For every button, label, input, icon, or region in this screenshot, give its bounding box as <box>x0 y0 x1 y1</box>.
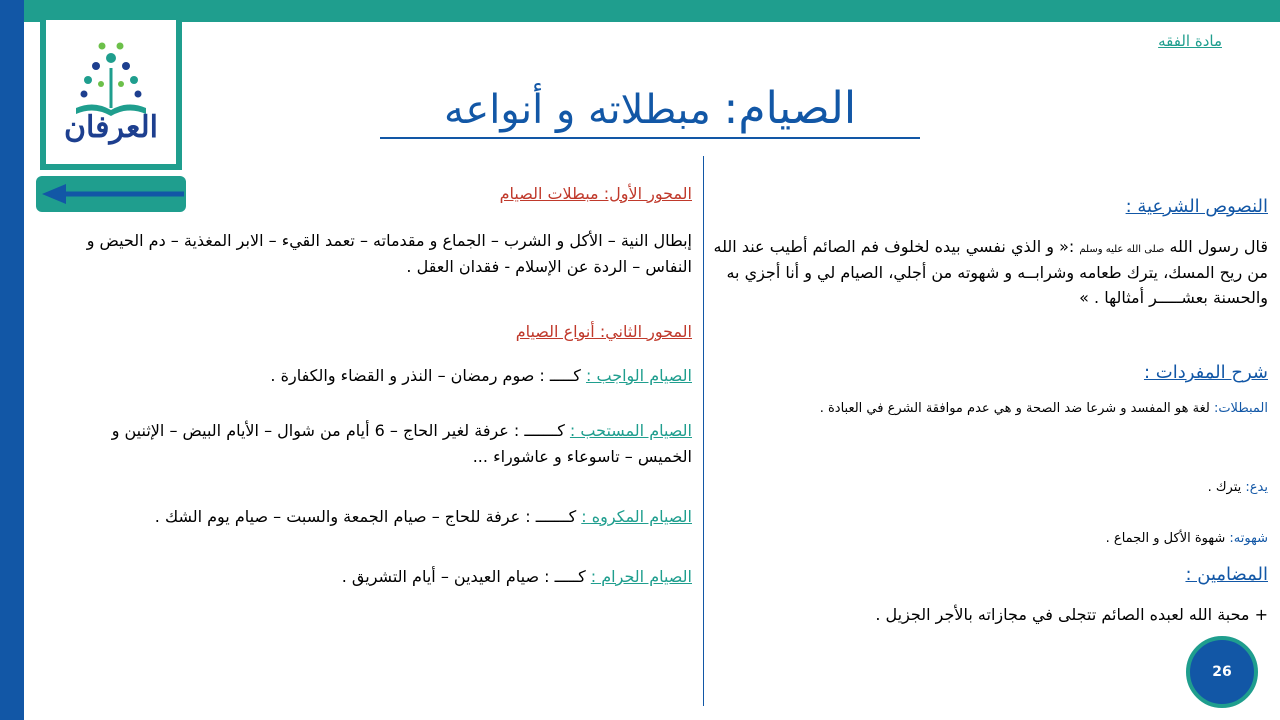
column-divider <box>703 156 704 706</box>
axis1-text: إبطال النية – الأكل و الشرب – الجماع و مقدماته – تعمد القيء – الابر المغذية – دم الحيض و النفاس – الردة عن الإسلام - فقدان العقل . <box>86 231 692 276</box>
title-main: الصيام: <box>723 83 857 134</box>
fasting-type-3 <box>72 504 692 530</box>
hadith-text <box>713 234 1268 311</box>
vocab-def: شهوة الأكل و الجماع . <box>1105 531 1230 546</box>
content-heading: المضامين : <box>1185 564 1268 585</box>
vocab-def: لغة هو المفسد و شرعا ضد الصحة و هي عدم موافقة الشرع في العبادة . <box>819 401 1214 416</box>
axis1-heading: المحور الأول: مبطلات الصيام <box>499 184 692 203</box>
fasting-type-label[interactable]: الصيام المستحب : <box>569 421 692 440</box>
hadith-prefix: قال رسول الله <box>1164 237 1268 256</box>
vocab-item <box>713 527 1268 552</box>
fasting-type-text: كـــــــ : عرفة للحاج – صيام الجمعة والسبت – صيام يوم الشك . <box>154 507 582 526</box>
content-text <box>713 602 1268 628</box>
arrow-left-icon <box>36 176 186 212</box>
left-accent-bar <box>0 0 24 720</box>
texts-heading: النصوص الشرعية : <box>1125 196 1268 217</box>
vocab-item <box>713 476 1268 501</box>
vocab-heading: شرح المفردات : <box>1143 362 1268 383</box>
fasting-type-text: كـــــ : صيام العيدين – أيام التشريق . <box>341 567 591 586</box>
vocab-term: شهوته: <box>1229 531 1268 546</box>
vocab-item <box>713 397 1268 422</box>
fasting-type-text: كـــــ : صوم رمضان – النذر و القضاء والكفارة . <box>270 366 586 385</box>
logo <box>40 14 182 170</box>
vocab-term: المبطلات: <box>1213 401 1268 416</box>
top-accent-bar <box>0 0 1280 22</box>
fasting-type-label[interactable]: الصيام الواجب : <box>586 366 692 385</box>
page-number-badge: 26 <box>1186 636 1258 708</box>
title-rest: مبطلاته و أنواعه <box>443 87 724 133</box>
fasting-type-4 <box>72 564 692 590</box>
hadith-body: :« و الذي نفسي بيده لخلوف فم الصائم أطيب عند الله من ريح المسك، يترك طعامه وشرابــه و شهوته من أجلي، الصيام لي و أنا أجزي به والحسنة بعشـــــر أمثالها . » <box>713 237 1268 308</box>
page-title <box>380 80 920 139</box>
content-body: محبة الله لعبده الصائم تتجلى في مجازاته بالأجر الجزيل . <box>875 605 1250 624</box>
fasting-type-2 <box>72 418 692 469</box>
vocab-def: يترك . <box>1207 480 1246 495</box>
axis2-heading: المحور الثاني: أنواع الصيام <box>515 322 692 341</box>
fasting-type-label[interactable]: الصيام الحرام : <box>590 567 692 586</box>
back-button[interactable] <box>36 176 186 212</box>
bullet: + <box>1249 605 1268 624</box>
fasting-type-1 <box>72 363 692 389</box>
vocab-term: يدع: <box>1245 480 1268 495</box>
fasting-type-label[interactable]: الصيام المكروه : <box>581 507 692 526</box>
subject-link[interactable]: مادة الفقه <box>1158 32 1222 50</box>
fasting-type-text: كـــــــ : عرفة لغير الحاج – 6 أيام من شوال – الأيام البيض – الإثنين و الخميس – تاسوعاء و عاشوراء ... <box>111 421 692 466</box>
logo-wordmark: العرفان <box>63 110 158 145</box>
honorific: صلى الله عليه وسلم <box>1079 244 1165 255</box>
